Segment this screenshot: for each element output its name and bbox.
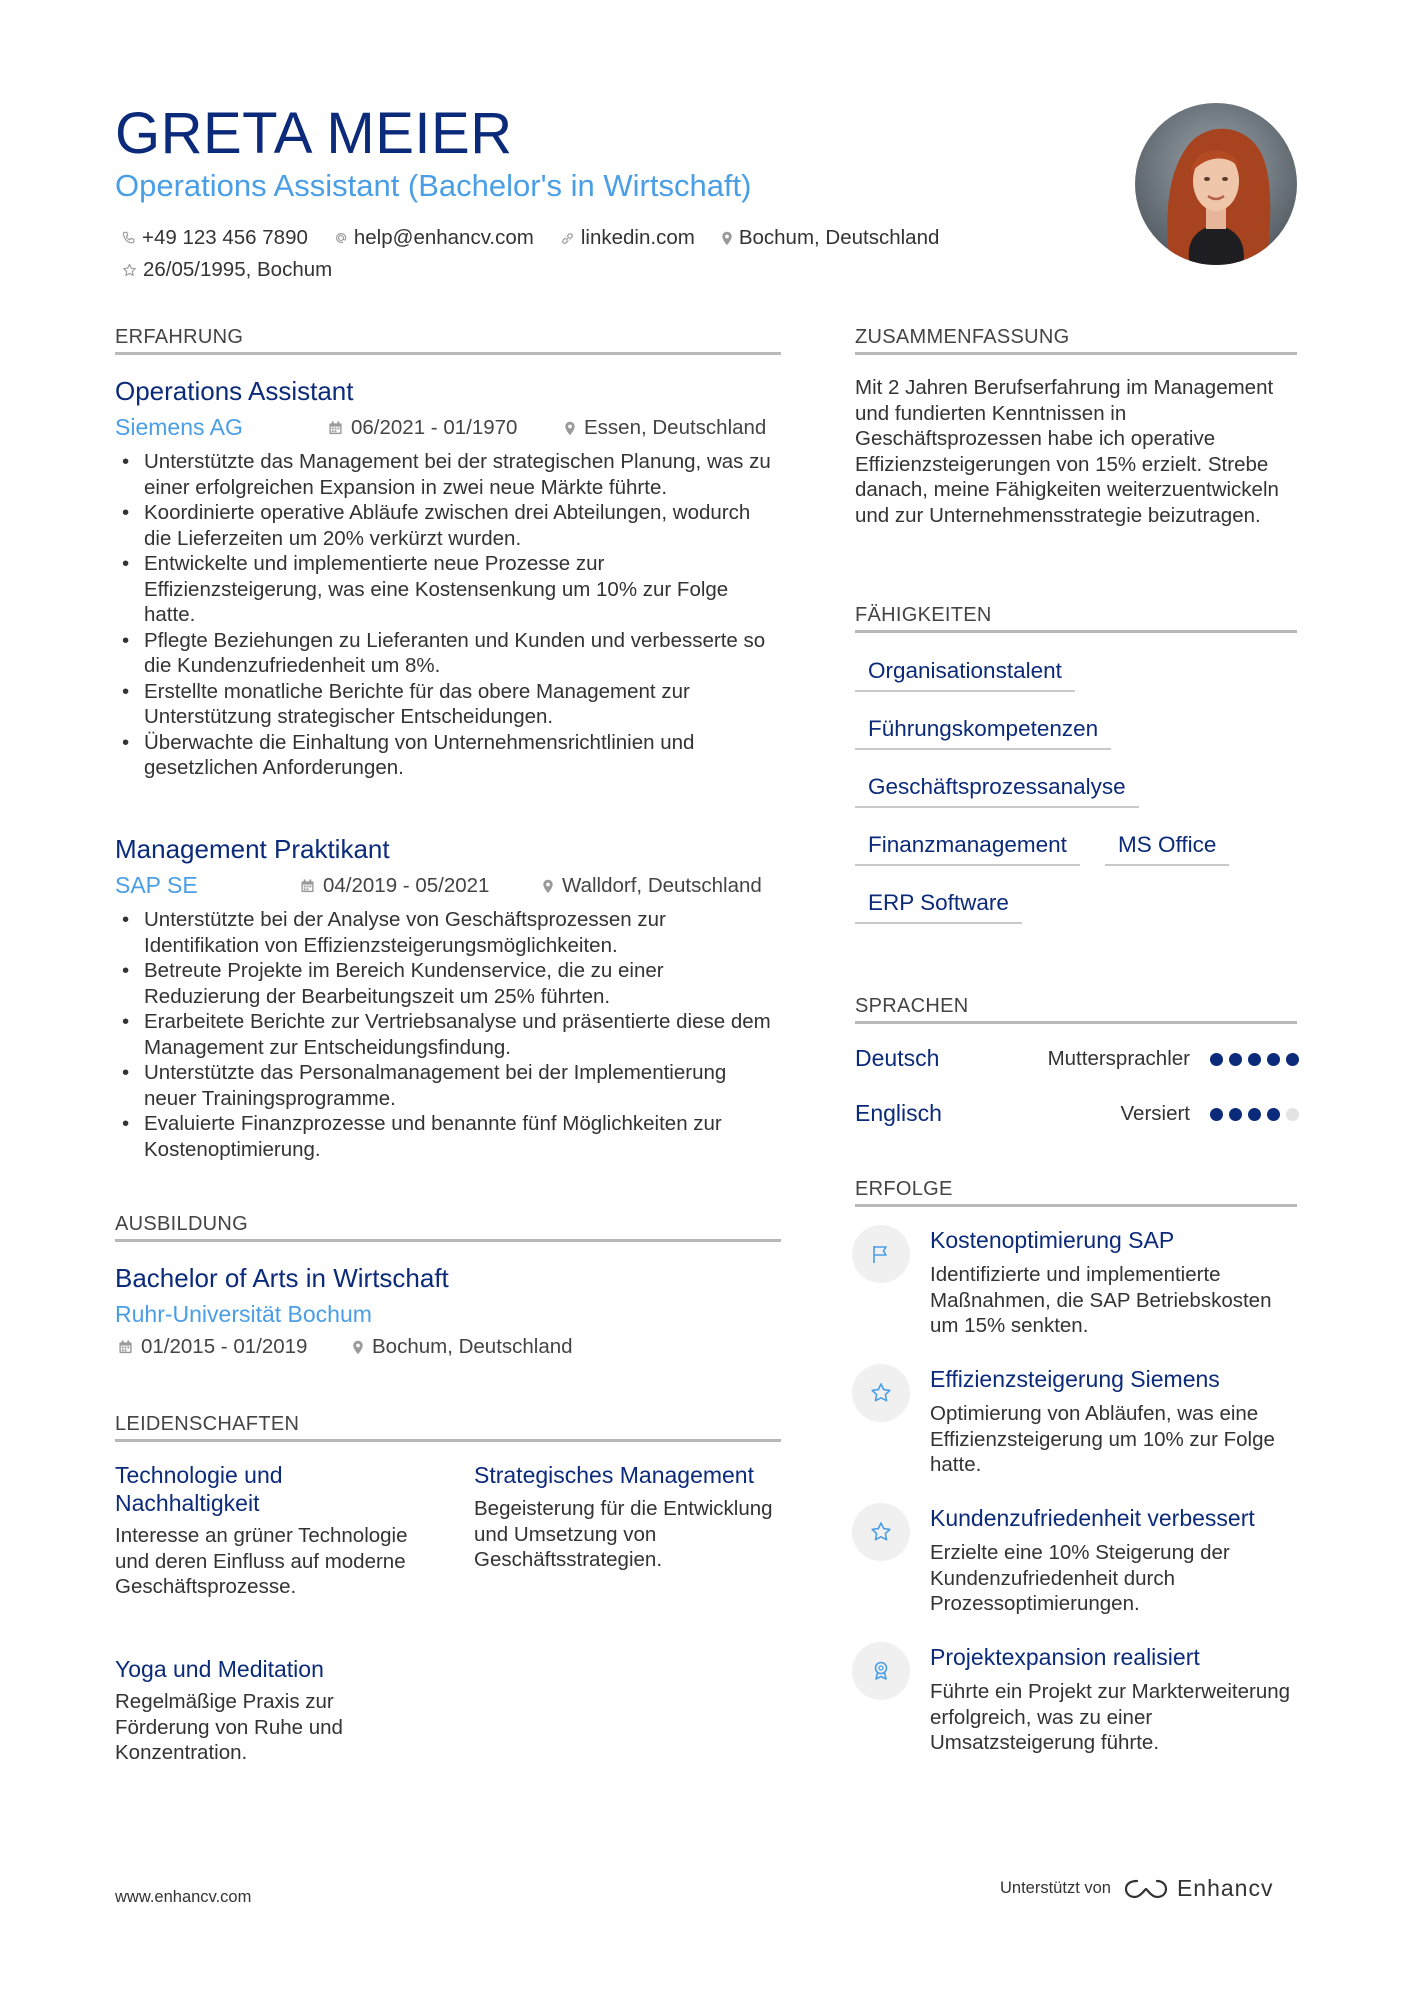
calendar-icon [328,420,343,436]
rating-dot-filled [1248,1053,1261,1066]
rating-dot-filled [1210,1108,1223,1121]
birth-info [122,258,332,282]
phone-icon [122,231,136,245]
section-title-education: AUSBILDUNG [115,1213,249,1235]
powered-by-text: Unterstützt von [1000,1879,1111,1897]
passion-title: Yoga und Meditation [115,1656,324,1682]
education-dates-text: 01/2015 - 01/2019 [141,1335,308,1358]
location-text: Bochum, Deutschland [738,226,940,249]
section-divider [115,352,781,355]
location-pin-icon [352,1340,364,1355]
passion-title: Strategisches Management [474,1462,754,1488]
flag-icon [869,1242,893,1266]
language-name: Englisch [855,1100,942,1126]
job-dates-text: 06/2021 - 01/1970 [351,416,518,439]
skill-tag: Finanzmanagement [855,826,1080,866]
rating-dot-filled [1267,1053,1280,1066]
summary-text: Mit 2 Jahren Berufserfahrung im Management und fundierten Kenntnissen in Geschäftsprozessen habe ich operative Effizienzsteigerungen von 15% erzielt. Strebe danach, meine Fähigkeiten weiterzuentwickeln und zur Unternehmensstrategie beizutragen. [855,376,1279,527]
section-title-achievements: ERFOLGE [855,1178,953,1200]
job-location [564,416,766,440]
section-divider [855,352,1297,355]
star-outline-icon [122,263,137,278]
skill-tag: Geschäftsprozessanalyse [855,768,1139,808]
education-location-text: Bochum, Deutschland [372,1335,573,1358]
education-location [352,1335,573,1359]
job-title: Operations Assistant [115,376,354,406]
company-name: Siemens AG [115,414,243,440]
phone-text: +49 123 456 7890 [142,226,308,249]
section-divider [115,1239,781,1242]
section-divider [855,1021,1297,1024]
bullet-item: • Überwachte die Einhaltung von Unternehmensrichtlinien und gesetzlichen Anforderungen. [118,730,778,781]
footer-branding [1000,1875,1273,1902]
language-rating [1210,1053,1305,1066]
rating-dot-empty [1286,1108,1299,1121]
enhancv-logo-icon [1123,1876,1169,1902]
bullet-item: • Unterstützte das Personalmanagement bei der Implementierung neuer Trainingsprogramme. [118,1060,778,1111]
section-divider [115,1439,781,1442]
bullet-item: • Unterstützte bei der Analyse von Geschäftsprozessen zur Identifikation von Effizienzsteigerungsmöglichkeiten. [118,907,778,958]
passion-title: Technologie und Nachhaltigkeit [115,1462,283,1516]
job-title: Management Praktikant [115,834,390,864]
language-level: Versiert [1120,1102,1190,1125]
job-dates [328,416,517,440]
rating-dot-filled [1229,1053,1242,1066]
section-divider [855,630,1297,633]
at-icon [334,231,348,245]
job-dates-text: 04/2019 - 05/2021 [323,874,490,897]
bullet-item: • Erstellte monatliche Berichte für das obere Management zur Unterstützung strategischer Entscheidungen. [118,679,778,730]
rating-dot-filled [1229,1108,1242,1121]
achievement-description: Identifizierte und implementierte Maßnahmen, die SAP Betriebskosten um 15% senkten. [930,1263,1272,1337]
language-rating [1210,1108,1305,1121]
job-location-text: Walldorf, Deutschland [562,874,762,897]
achievement-title: Kostenoptimierung SAP [930,1227,1175,1253]
section-title-summary: ZUSAMMENFASSUNG [855,326,1070,348]
bullet-item: • Entwickelte und implementierte neue Prozesse zur Effizienzsteigerung, was eine Kostensenkung um 10% zur Folge hatte. [118,551,778,628]
achievement-title: Projektexpansion realisiert [930,1644,1200,1670]
bullet-item: • Evaluierte Finanzprozesse und benannte fünf Möglichkeiten zur Kostenoptimierung. [118,1111,778,1162]
skill-tag: Organisationstalent [855,652,1075,692]
section-divider [855,1204,1297,1207]
rating-dot-filled [1210,1053,1223,1066]
degree-title: Bachelor of Arts in Wirtschaft [115,1263,449,1293]
rating-dot-filled [1248,1108,1261,1121]
job-bullets [118,449,778,781]
job-location [542,874,762,898]
passion-description: Interesse an grüner Technologie und deren Einfluss auf moderne Geschäftsprozesse. [115,1524,408,1598]
rating-dot-filled [1267,1108,1280,1121]
award-icon [869,1659,893,1683]
bullet-item: • Pflegte Beziehungen zu Lieferanten und Kunden und verbesserte so die Kundenzufriedenheit um 8%. [118,628,778,679]
linkedin-contact[interactable] [560,226,695,250]
language-name: Deutsch [855,1045,940,1071]
job-dates [300,874,489,898]
section-title-passions: LEIDENSCHAFTEN [115,1413,300,1435]
passion-description: Regelmäßige Praxis zur Förderung von Ruhe und Konzentration. [115,1690,343,1764]
achievement-description: Erzielte eine 10% Steigerung der Kundenzufriedenheit durch Prozessoptimierungen. [930,1541,1230,1615]
rating-dot-filled [1286,1053,1299,1066]
job-bullets [118,907,778,1162]
skill-tag: ERP Software [855,884,1022,924]
achievement-description: Optimierung von Abläufen, was eine Effizienzsteigerung um 10% zur Folge hatte. [930,1402,1275,1476]
company-name: SAP SE [115,872,198,898]
location-pin-icon [542,879,554,894]
link-icon [560,231,575,246]
bullet-item: • Koordinierte operative Abläufe zwischen drei Abteilungen, wodurch die Lieferzeiten um 20% verkürzt wurden. [118,500,778,551]
bullet-item: • Betreute Projekte im Bereich Kundenservice, die zu einer Reduzierung der Bearbeitungszeit um 25% führten. [118,958,778,1009]
achievement-title: Kundenzufriedenheit verbessert [930,1505,1255,1531]
phone-contact[interactable] [122,226,308,250]
candidate-subtitle: Operations Assistant (Bachelor's in Wirtschaft) [115,168,752,203]
location-pin-icon [721,231,733,246]
achievement-description: Führte ein Projekt zur Markterweiterung erfolgreich, was zu einer Umsatzsteigerung führte. [930,1680,1291,1754]
candidate-name: GRETA MEIER [115,101,513,166]
bullet-item: • Unterstützte das Management bei der strategischen Planung, was zu einer erfolgreichen Expansion in zwei neue Märkte führte. [118,449,778,500]
section-title-skills: FÄHIGKEITEN [855,604,992,626]
achievement-icon-wrap [852,1225,910,1283]
birth-text: 26/05/1995, Bochum [143,258,333,281]
contact-info [122,222,1072,286]
linkedin-text: linkedin.com [580,226,695,249]
calendar-icon [300,878,315,894]
star-icon [869,1381,893,1405]
brand-name: Enhancv [1176,1875,1274,1901]
passion-description: Begeisterung für die Entwicklung und Umsetzung von Geschäftsstrategien. [474,1497,773,1571]
calendar-icon [118,1339,133,1355]
section-title-experience: ERFAHRUNG [115,326,244,348]
star-icon [869,1520,893,1544]
footer-website[interactable]: www.enhancv.com [115,1888,252,1906]
achievement-icon-wrap [852,1364,910,1422]
school-name: Ruhr-Universität Bochum [115,1301,372,1327]
location-contact [721,226,940,250]
achievement-title: Effizienzsteigerung Siemens [930,1366,1220,1392]
skill-tag: MS Office [1105,826,1229,866]
achievement-icon-wrap [852,1503,910,1561]
section-title-languages: SPRACHEN [855,995,969,1017]
profile-photo [1135,103,1297,265]
language-level: Muttersprachler [1047,1047,1190,1070]
email-text: help@enhancv.com [353,226,534,249]
bullet-item: • Erarbeitete Berichte zur Vertriebsanalyse und präsentierte diese dem Management zur Entscheidungsfindung. [118,1009,778,1060]
achievement-icon-wrap [852,1642,910,1700]
email-contact[interactable] [334,226,534,250]
education-dates [118,1335,307,1359]
location-pin-icon [564,421,576,436]
job-location-text: Essen, Deutschland [584,416,767,439]
skill-tag: Führungskompetenzen [855,710,1111,750]
